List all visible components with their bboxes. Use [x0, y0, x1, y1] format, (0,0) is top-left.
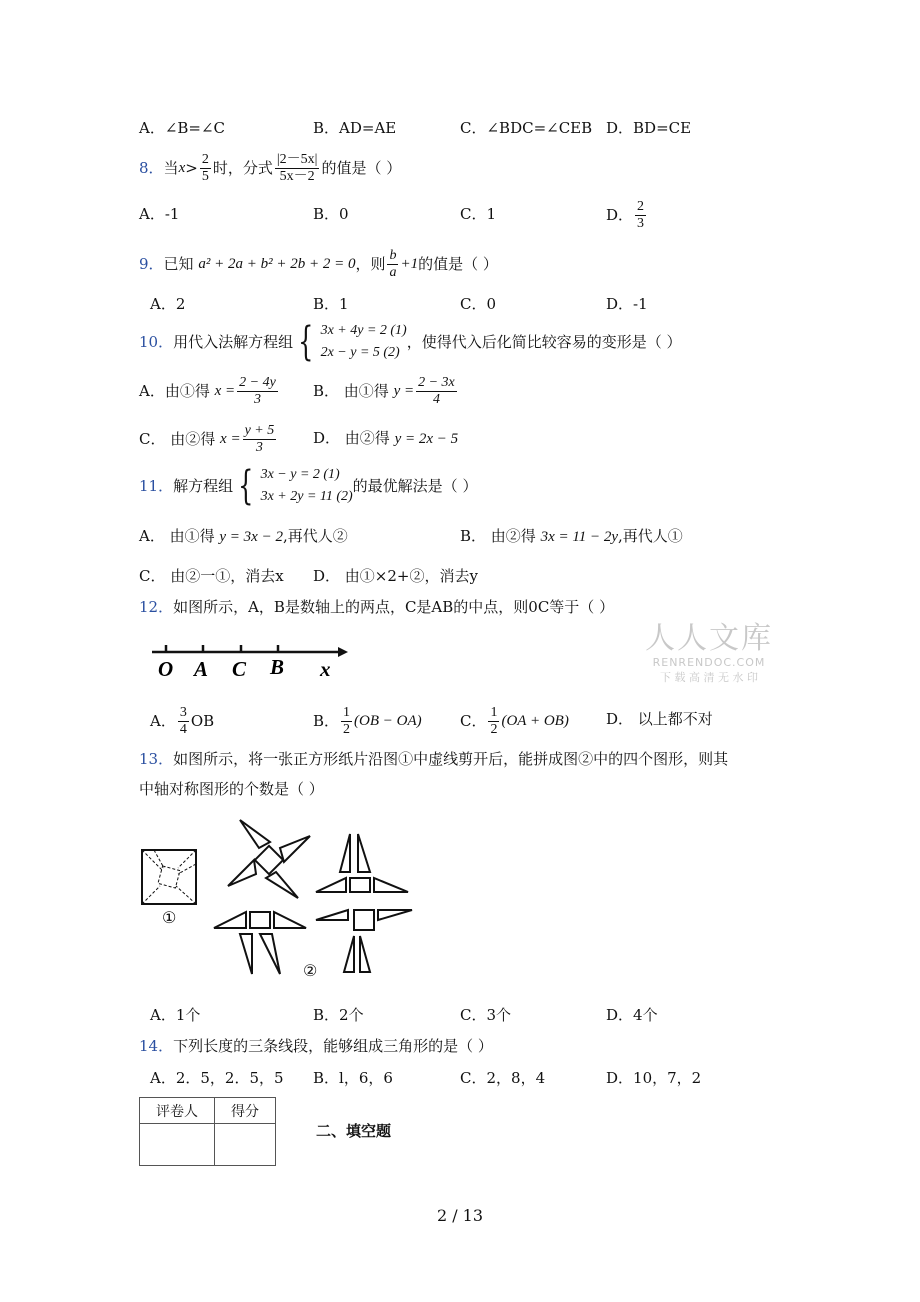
q13-stem-line1 [139, 749, 728, 769]
q14-number: 14． [139, 1037, 174, 1055]
q9-option-c: C．0 [460, 295, 497, 313]
score-header: 得分 [215, 1098, 276, 1124]
q8-gt: > [185, 159, 198, 177]
q11-number: 11． [139, 477, 174, 495]
watermark [645, 622, 773, 685]
q14-option-a: A．2．5，2．5，5 [150, 1069, 284, 1087]
number-line-figure [148, 640, 348, 682]
q12-option-a: A． $\frac{3}{4}$ OB [150, 704, 215, 737]
q12-option-b: B． $\frac{1}{2}$ (OB − OA) [313, 704, 422, 737]
q9-number: 9． [139, 255, 164, 273]
q10-option-c: C． 由②得 x = $\frac{y + 5}{3}$ [139, 422, 275, 455]
q9-text-1: 已知 [163, 255, 194, 273]
q9-option-a: A．2 [150, 295, 186, 313]
q12-number: 12． [139, 598, 174, 616]
q8-fraction-bound: $\frac{2}{5}$ [201, 151, 209, 184]
q11-option-a: A． 由①得 y = 3x − 2,再代人② [139, 527, 348, 545]
q8-text-3: 的值是（ ） [321, 159, 402, 177]
page-number: 2 / 13 [436, 1206, 484, 1225]
label-o: O [158, 657, 174, 681]
watermark-url: RENRENDOC.COM [652, 656, 766, 669]
q8-stem [139, 148, 401, 188]
q8-text-2: 时，分式 [212, 159, 273, 177]
figure-2-lower-right [312, 906, 420, 976]
score-cell [215, 1124, 276, 1166]
q11-system: { 3x − y = 2 (1) 3x + 2y = 11 (2) [238, 463, 353, 509]
q11-stem [139, 462, 477, 510]
q9-text-3: 的值是（ ） [418, 255, 498, 273]
section-title: 二、填空题 [316, 1122, 392, 1140]
q10-text-1: 用代入法解方程组 [173, 333, 294, 351]
q11-option-b: B． 由②得 3x = 11 − 2y,再代人① [460, 527, 683, 545]
grader-cell [140, 1124, 215, 1166]
q13-number: 13． [139, 750, 174, 768]
q13-stem-line2: 中轴对称图形的个数是（ ） [139, 780, 324, 798]
q13-option-c: C．3个 [460, 1006, 512, 1024]
figure-2-label: ② [303, 961, 318, 980]
q7-option-d: D．BD=CE [606, 119, 692, 137]
q14-text: 下列长度的三条线段，能够组成三角形的是（ ） [173, 1037, 493, 1055]
q11-text-2: 的最优解法是（ ） [352, 477, 478, 495]
q14-stem [139, 1036, 493, 1056]
q8-number: 8． [139, 159, 164, 177]
q14-option-d: D．10，7，2 [606, 1069, 702, 1087]
label-c: C [232, 657, 247, 681]
watermark-title: 人人文库 [645, 621, 773, 656]
q8-var: x [178, 160, 186, 176]
q9-stem [139, 244, 498, 284]
label-a: A [194, 657, 209, 681]
q10-system: { 3x + 4y = 2 (1) 2x − y = 5 (2) [298, 319, 407, 365]
q10-option-d: D． 由②得 y = 2x − 5 [313, 429, 459, 447]
q13-text-1: 如图所示，将一张正方形纸片沿图①中虚线剪开后，能拼成图②中的四个图形，则其 [173, 750, 729, 768]
q12-stem [139, 597, 614, 617]
q8-fraction-expr: $\frac{|2-5x|}{5x-2}$ [276, 151, 318, 184]
q9-plus-one: +1 [400, 256, 419, 272]
q12-text: 如图所示，A，B是数轴上的两点，C是AB的中点，则0C等于（ ） [173, 598, 615, 616]
q11-text-1: 解方程组 [173, 477, 234, 495]
label-x: x [320, 657, 331, 681]
q10-number: 10． [139, 333, 174, 351]
figure-1-label: ① [162, 908, 177, 927]
q7-option-a: A．∠B=∠C [139, 119, 226, 137]
q13-option-a: A．1个 [150, 1006, 201, 1024]
q14-option-b: B．l，6，6 [313, 1069, 393, 1087]
q8-option-d: D． $\frac{2}{3}$ [606, 198, 645, 231]
q14-option-c: C．2，8，4 [460, 1069, 546, 1087]
label-b: B [270, 655, 285, 679]
q10-stem [139, 318, 682, 366]
score-table [139, 1097, 276, 1166]
q10-option-b: B． 由①得 y = $\frac{2 - 3x}{4}$ [313, 374, 455, 407]
cut-lines [142, 850, 196, 904]
figure-1 [140, 848, 200, 928]
grader-header: 评卷人 [140, 1098, 215, 1124]
q13-option-b: B．2个 [313, 1006, 364, 1024]
figure-2-house [312, 832, 412, 896]
q9-equation: a² + 2a + b² + 2b + 2 = 0 [198, 256, 356, 272]
q9-text-2: ，则 [355, 255, 386, 273]
q8-option-c: C．1 [460, 205, 497, 223]
q11-option-c: C． 由②一①，消去x [139, 567, 284, 585]
q13-option-d: D．4个 [606, 1006, 658, 1024]
q9-option-b: B．1 [313, 295, 349, 313]
q9-option-d: D．-1 [606, 295, 648, 313]
q11-option-d: D． 由①×2+②，消去y [313, 567, 478, 585]
watermark-sub: 下 载 高 清 无 水 印 [660, 671, 758, 684]
q8-option-b: B．0 [313, 205, 349, 223]
axis-arrow [338, 647, 348, 657]
figure-2-lower-left [210, 908, 310, 978]
q7-option-c: C．∠BDC=∠CEB [460, 119, 593, 137]
q9-fraction: $\frac{b}{a}$ [389, 247, 397, 280]
q8-option-a: A．-1 [139, 205, 180, 223]
q8-text-1: 当 [163, 159, 179, 177]
q10-text-2: ，使得代入后化简比较容易的变形是（ ） [406, 333, 682, 351]
q7-option-b: B．AD=AE [313, 119, 397, 137]
figure-2-pinwheel [226, 818, 312, 902]
q12-option-d: D． 以上都不对 [606, 710, 713, 728]
q10-option-a: A．由①得 x = $\frac{2 - 4y}{3}$ [139, 374, 276, 407]
q12-option-c: C． $\frac{1}{2}$ (OA + OB) [460, 704, 569, 737]
